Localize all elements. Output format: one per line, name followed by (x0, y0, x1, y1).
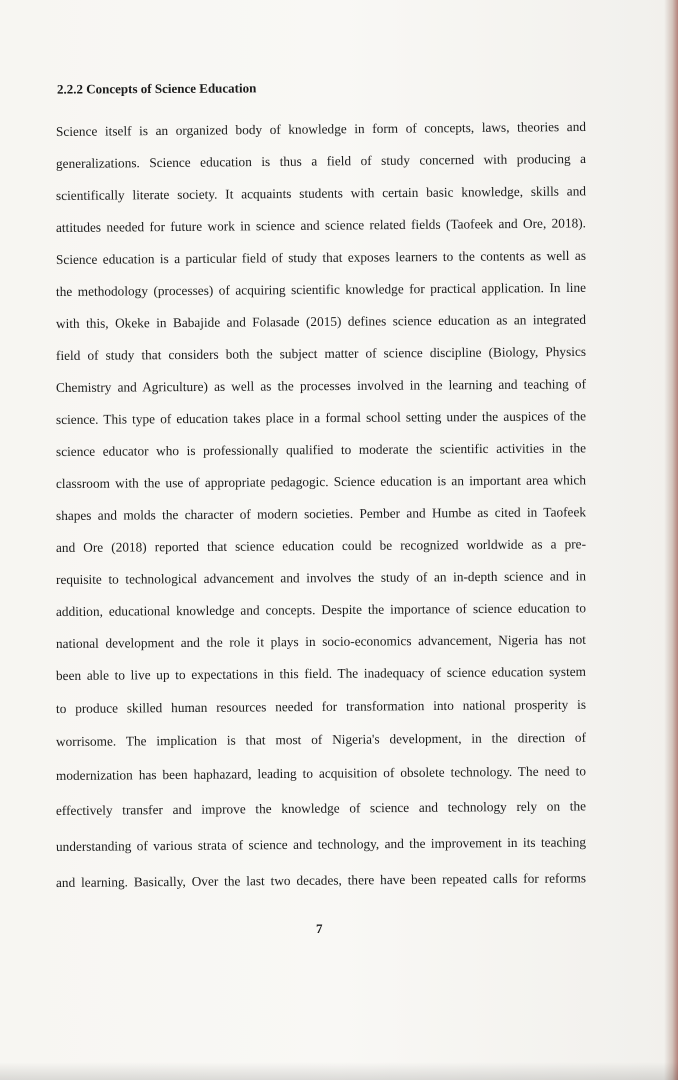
paragraph-line: requisite to technological advancement and involves the study of an in-depth science and in (55, 568, 587, 587)
paragraph-line: attitudes needed for future work in science and science related fields (Taofeek and Ore, 2018). (55, 215, 587, 235)
paragraph-line: Chemistry and Agriculture) as well as the processes involved in the learning and teaching of (55, 376, 587, 395)
paragraph-line: scientifically literate society. It acquaints students with certain basic knowledge, skills and (55, 183, 587, 203)
paragraph-line: and Ore (2018) reported that science education could be recognized worldwide as a pre- (55, 536, 587, 555)
paragraph-line: addition, educational knowledge and concepts. Despite the importance of science education to (55, 600, 587, 619)
paragraph-line: the methodology (processes) of acquiring scientific knowledge for practical application. In line (55, 279, 587, 299)
paragraph-line: worrisome. The implication is that most of Nigeria's development, in the direction of (55, 729, 587, 749)
paragraph-line: science. This type of education takes place in a formal school setting under the auspices of the (55, 408, 587, 427)
paragraph-line: national development and the role it plays in socio-economics advancement, Nigeria has not (55, 631, 587, 651)
paragraph-line: understanding of various strata of science and technology, and the improvement in its teaching (55, 834, 587, 854)
paragraph-line: with this, Okeke in Babajide and Folasade (2015) defines science education as an integrated (55, 311, 587, 331)
page-number: 7 (316, 921, 323, 936)
paragraph-line: been able to live up to expectations in this field. The inadequacy of science education system (55, 663, 587, 683)
paragraph-line: to produce skilled human resources needed for transformation into national prosperity is (55, 696, 587, 716)
paragraph-line: science educator who is professionally qualified to moderate the scientific activities in the (55, 440, 587, 459)
paragraph-line: effectively transfer and improve the knowledge of science and technology rely on the (55, 798, 587, 818)
section-heading: 2.2.2 Concepts of Science Education (56, 80, 257, 97)
page-edge-shadow (664, 0, 678, 1080)
paragraph-line: classroom with the use of appropriate pedagogic. Science education is an important area which (55, 472, 587, 491)
page-bottom-shadow (0, 1062, 678, 1080)
paragraph-line: shapes and molds the character of modern societies. Pember and Humbe as cited in Taofeek (55, 504, 587, 523)
paragraph-line: modernization has been haphazard, leading to acquisition of obsolete technology. The need to (55, 763, 587, 783)
paragraph-line: generalizations. Science education is thus a field of study concerned with producing a (55, 150, 587, 171)
paragraph-line: field of study that considers both the subject matter of science discipline (Biology, Physics (55, 343, 587, 363)
paragraph-line: and learning. Basically, Over the last two decades, there have been repeated calls for reforms (55, 870, 587, 890)
paragraph-line: Science itself is an organized body of knowledge in form of concepts, laws, theories and (55, 118, 587, 139)
paragraph-line: Science education is a particular field of study that exposes learners to the contents as well as (55, 247, 587, 267)
